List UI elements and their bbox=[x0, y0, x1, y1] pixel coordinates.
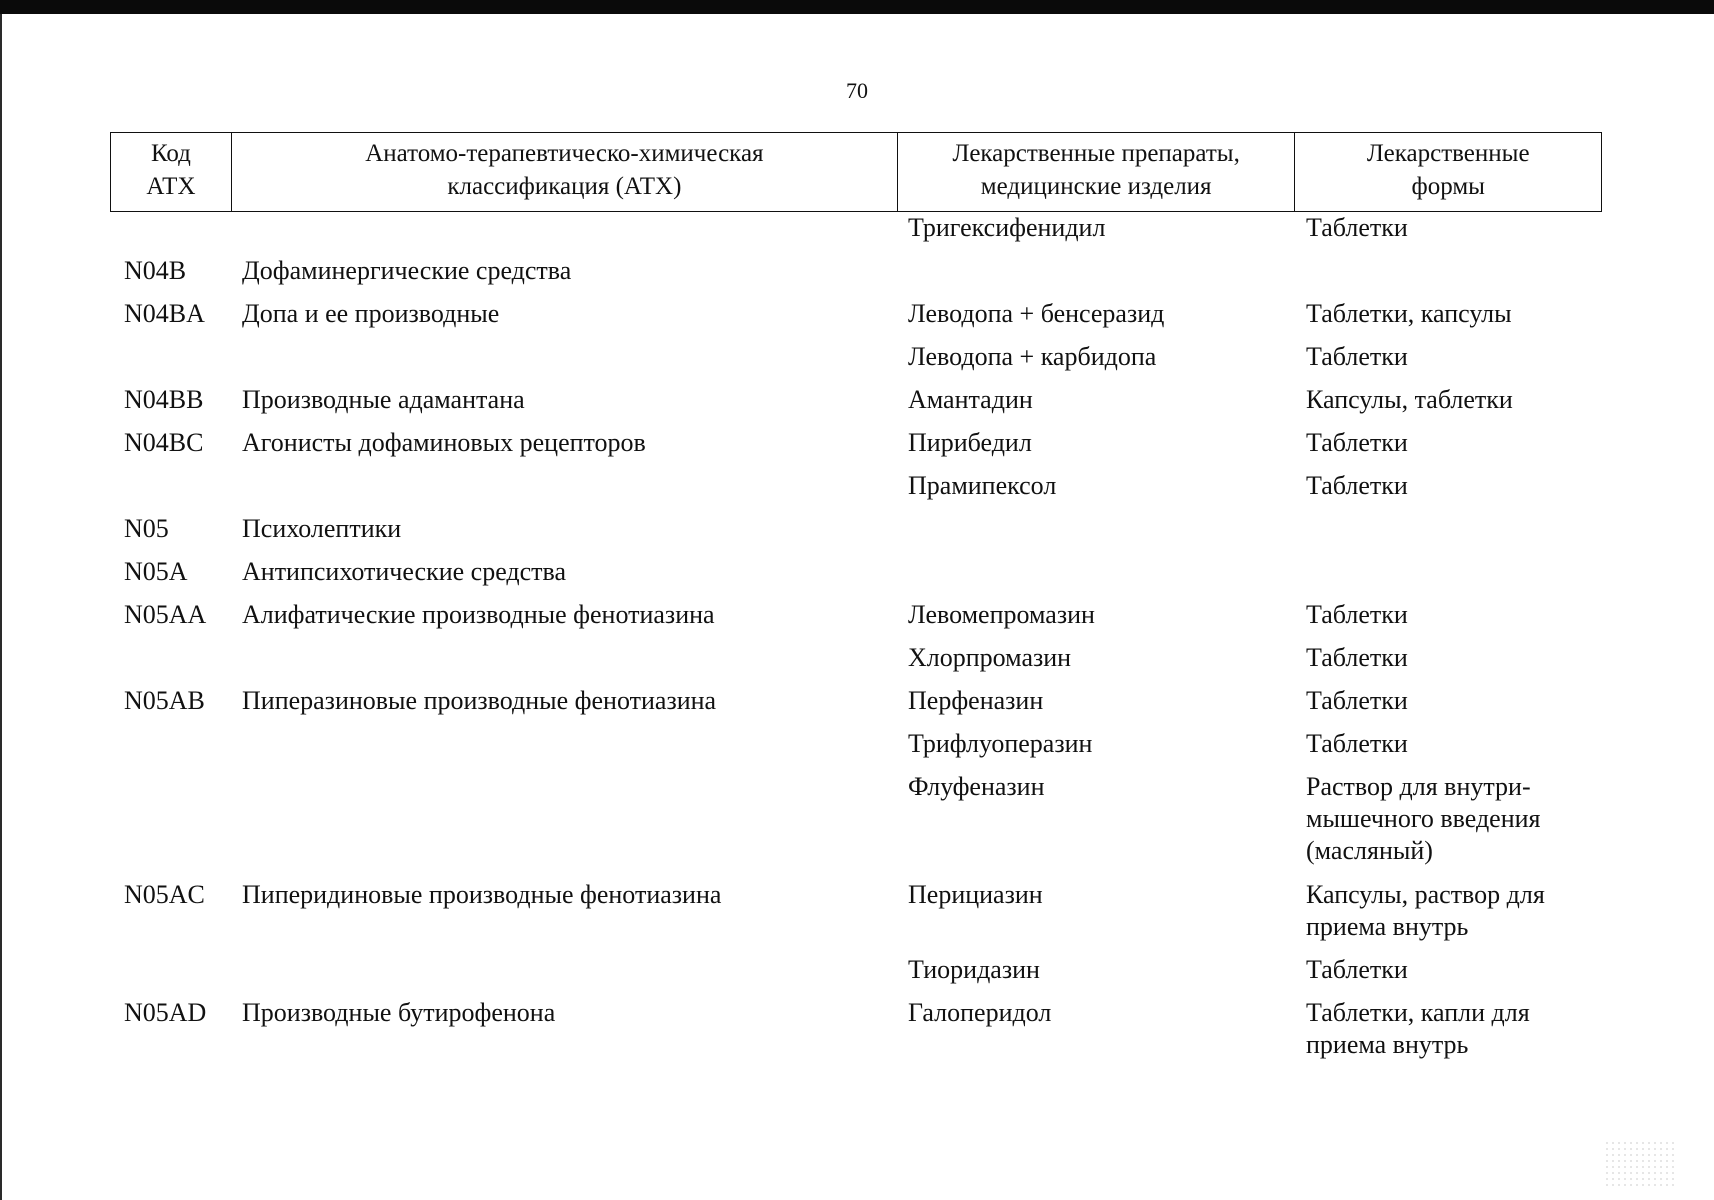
atc-code: N05AB bbox=[124, 686, 205, 715]
atc-classification: Производные адамантана bbox=[242, 385, 525, 414]
atc-code: N05AD bbox=[124, 998, 207, 1027]
table-row bbox=[110, 212, 1602, 255]
table-row bbox=[110, 255, 1602, 298]
dosage-form bbox=[1306, 879, 1602, 943]
dosage-form bbox=[1306, 728, 1602, 760]
table-row bbox=[110, 997, 1602, 1057]
header-code: Код АТХ bbox=[146, 140, 196, 200]
dosage-form-line: Таблетки bbox=[1306, 643, 1408, 672]
drug-name: Леводопа + бенсеразид bbox=[908, 299, 1165, 328]
dosage-form-line: Таблетки bbox=[1306, 213, 1408, 242]
dosage-form-line: мышечного введения bbox=[1306, 804, 1541, 833]
scan-noise bbox=[1604, 1140, 1674, 1190]
scan-left-border bbox=[0, 14, 2, 1200]
dosage-form bbox=[1306, 298, 1602, 330]
table-row bbox=[110, 879, 1602, 954]
dosage-form-line: Таблетки bbox=[1306, 342, 1408, 371]
atc-classification: Алифатические производные фенотиазина bbox=[242, 600, 715, 629]
atc-code: N04BB bbox=[124, 385, 204, 414]
table-row bbox=[110, 470, 1602, 513]
dosage-form-line: (масляный) bbox=[1306, 836, 1433, 865]
atc-classification: Дофаминергические средства bbox=[242, 256, 572, 285]
atc-code: N04B bbox=[124, 256, 187, 285]
atc-classification: Производные бутирофенона bbox=[242, 998, 556, 1027]
dosage-form bbox=[1306, 954, 1602, 986]
dosage-form-line: Таблетки bbox=[1306, 600, 1408, 629]
table-row bbox=[110, 771, 1602, 879]
drug-name: Амантадин bbox=[908, 385, 1033, 414]
drug-name: Галоперидол bbox=[908, 998, 1052, 1027]
table-row bbox=[110, 513, 1602, 556]
dosage-form bbox=[1306, 470, 1602, 502]
dosage-form bbox=[1306, 771, 1602, 867]
atc-code: N05 bbox=[124, 514, 169, 543]
table-header bbox=[110, 132, 1602, 212]
dosage-form bbox=[1306, 642, 1602, 674]
header-forms: Лекарственные формы bbox=[1294, 133, 1601, 211]
dosage-form-line: Капсулы, таблетки bbox=[1306, 385, 1513, 414]
drug-name: Прамипексол bbox=[908, 471, 1057, 500]
table-row bbox=[110, 728, 1602, 771]
atc-code: N05A bbox=[124, 557, 188, 586]
dosage-form-line: приема внутрь bbox=[1306, 1030, 1469, 1059]
dosage-form bbox=[1306, 341, 1602, 373]
dosage-form-line: Таблетки bbox=[1306, 686, 1408, 715]
drug-name: Тригексифенидил bbox=[908, 213, 1106, 242]
dosage-form-line: приема внутрь bbox=[1306, 912, 1469, 941]
atc-code: N05AA bbox=[124, 600, 207, 629]
drug-name: Трифлуоперазин bbox=[908, 729, 1093, 758]
table-row bbox=[110, 341, 1602, 384]
atc-classification: Агонисты дофаминовых рецепторов bbox=[242, 428, 646, 457]
table-row bbox=[110, 427, 1602, 470]
table-row bbox=[110, 556, 1602, 599]
dosage-form bbox=[1306, 427, 1602, 459]
header-drugs: Лекарственные препараты, медицинские изделия bbox=[897, 133, 1294, 211]
drug-name: Леводопа + карбидопа bbox=[908, 342, 1157, 371]
table-row bbox=[110, 298, 1602, 341]
drug-name: Перфеназин bbox=[908, 686, 1044, 715]
table-row bbox=[110, 954, 1602, 997]
atc-classification: Пиперазиновые производные фенотиазина bbox=[242, 686, 717, 715]
table-row bbox=[110, 685, 1602, 728]
dosage-form-line: Таблетки bbox=[1306, 428, 1408, 457]
drug-name: Флуфеназин bbox=[908, 772, 1045, 801]
drug-name: Тиоридазин bbox=[908, 955, 1040, 984]
table-row bbox=[110, 599, 1602, 642]
atc-classification: Психолептики bbox=[242, 514, 402, 543]
drug-name: Пирибедил bbox=[908, 428, 1032, 457]
atc-code: N04BC bbox=[124, 428, 204, 457]
drug-name: Хлорпромазин bbox=[908, 643, 1072, 672]
dosage-form-line: Таблетки, капсулы bbox=[1306, 299, 1512, 328]
dosage-form bbox=[1306, 384, 1602, 416]
atc-classification: Пиперидиновые производные фенотиазина bbox=[242, 880, 722, 909]
dosage-form bbox=[1306, 685, 1602, 717]
dosage-form-line: Капсулы, раствор для bbox=[1306, 880, 1545, 909]
dosage-form bbox=[1306, 212, 1602, 244]
atc-code: N05AC bbox=[124, 880, 205, 909]
dosage-form-line: Раствор для внутри- bbox=[1306, 772, 1531, 801]
dosage-form-line: Таблетки bbox=[1306, 955, 1408, 984]
page-number: 70 bbox=[846, 78, 868, 103]
header-classification: Анатомо-терапевтическо-химическая классификация (АТХ) bbox=[231, 133, 897, 211]
drug-name: Перициазин bbox=[908, 880, 1043, 909]
table-row bbox=[110, 642, 1602, 685]
dosage-form bbox=[1306, 997, 1602, 1061]
dosage-form-line: Таблетки bbox=[1306, 729, 1408, 758]
table-row bbox=[110, 384, 1602, 427]
scan-top-border bbox=[0, 0, 1714, 14]
dosage-form-line: Таблетки, капли для bbox=[1306, 998, 1530, 1027]
atc-classification: Допа и ее производные bbox=[242, 299, 500, 328]
dosage-form bbox=[1306, 599, 1602, 631]
atc-classification: Антипсихотические средства bbox=[242, 557, 567, 586]
drug-name: Левомепромазин bbox=[908, 600, 1095, 629]
atc-code: N04BA bbox=[124, 299, 205, 328]
table-body bbox=[110, 212, 1602, 1057]
dosage-form-line: Таблетки bbox=[1306, 471, 1408, 500]
